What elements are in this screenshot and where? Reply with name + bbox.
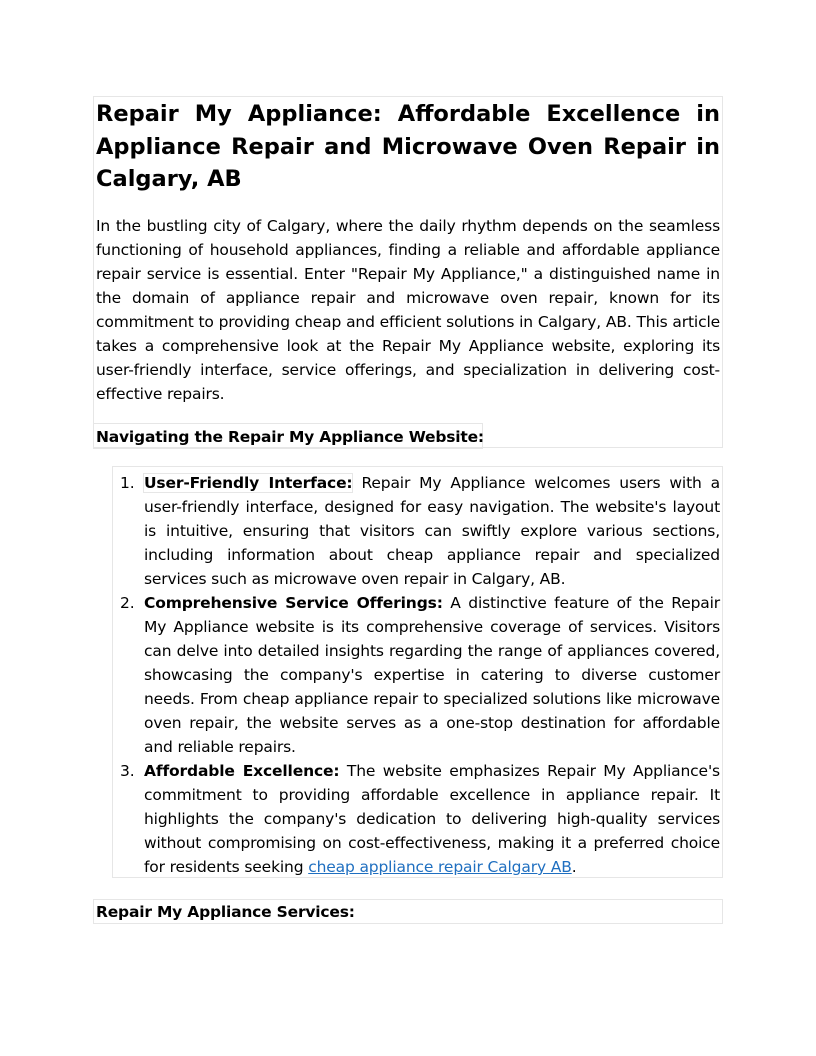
section-heading-navigating: Navigating the Repair My Appliance Website: (96, 428, 484, 446)
cheap-appliance-repair-link[interactable]: cheap appliance repair Calgary AB (308, 858, 572, 876)
list-item-text: The website emphasizes Repair My Appliance's commitment to providing affordable excellence in appliance repair. It highlights the company's dedication to delivering high-quality services without compromising on cost-effectiveness, making it a preferred choice for residents seeking (144, 762, 720, 876)
feature-list (96, 471, 720, 879)
section-heading-services: Repair My Appliance Services: (96, 903, 355, 921)
list-item-term: Comprehensive Service Offerings: (144, 594, 443, 612)
list-item (96, 759, 720, 879)
list-item-text-end: . (571, 858, 577, 876)
list-item-number: 1. (120, 474, 135, 492)
list-item-text: Repair My Appliance welcomes users with a user-friendly interface, designed for easy navigation. The website's layout is intuitive, ensuring that visitors can swiftly explore various sections, including information about cheap appliance repair and specialized services such as microwave oven repair in Calgary, AB. (144, 474, 721, 588)
list-item-term: Affordable Excellence: (144, 762, 340, 780)
list-item-number: 3. (120, 762, 135, 780)
list-item-term: User-Friendly Interface: (144, 474, 353, 492)
document-title: Repair My Appliance: Affordable Excellence in Appliance Repair and Microwave Oven Repair in Calgary, AB (96, 101, 720, 192)
intro-paragraph: In the bustling city of Calgary, where the daily rhythm depends on the seamless functioning of household appliances, finding a reliable and affordable appliance repair service is essential. Enter "Repair My Appliance," a distinguished name in the domain of appliance repair and microwave oven repair, known for its commitment to providing cheap and efficient solutions in Calgary, AB. This article takes a comprehensive look at the Repair My Appliance website, exploring its user-friendly interface, service offerings, and specialization in delivering cost-effective repairs. (96, 217, 720, 403)
list-item (96, 471, 720, 591)
list-item-number: 2. (120, 594, 135, 612)
list-item (96, 591, 720, 759)
list-item-text: A distinctive feature of the Repair My Appliance website is its comprehensive coverage of services. Visitors can delve into detailed insights regarding the range of appliances covered, showcasing the company's expertise in catering to diverse customer needs. From cheap appliance repair to specialized solutions like microwave oven repair, the website serves as a one-stop destination for affordable and reliable repairs. (144, 594, 720, 756)
